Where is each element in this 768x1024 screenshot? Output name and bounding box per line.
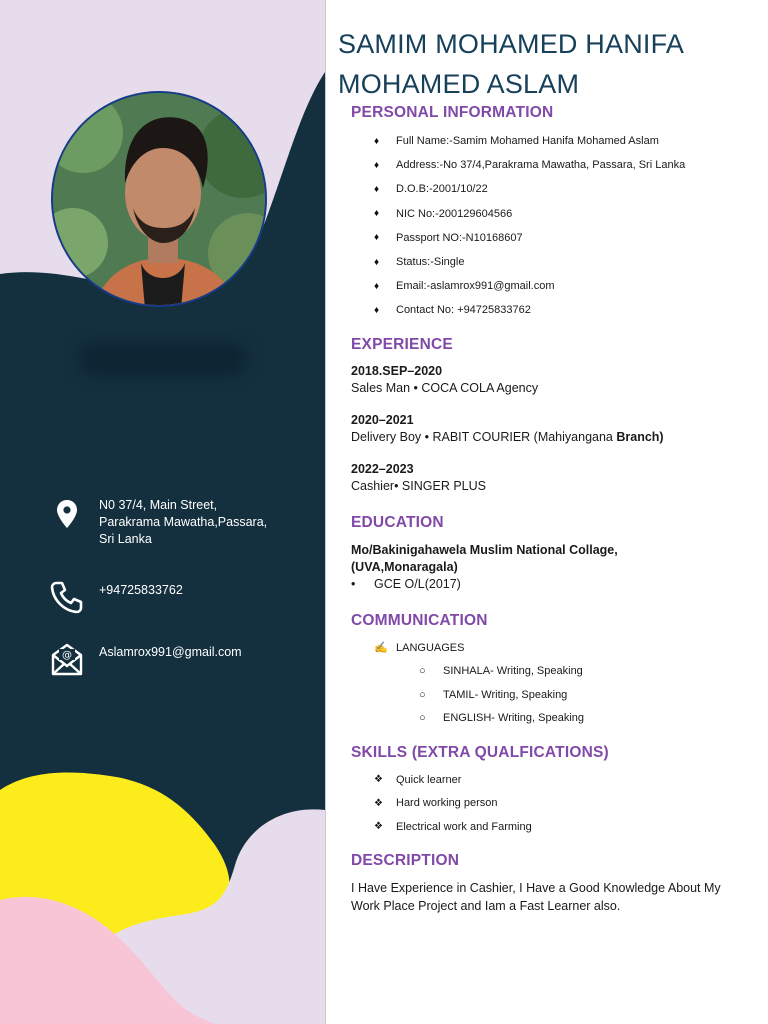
list-item: ❖ Quick learner — [374, 773, 462, 786]
portrait-image — [53, 93, 267, 307]
list-item: ♦ Passport NO:-N10168607 — [374, 231, 523, 244]
name-line-2: MOHAMED ASLAM — [338, 69, 580, 99]
list-item: ♦ Contact No: +94725833762 — [374, 304, 531, 317]
school-name: Mo/Bakinigahawela Muslim National Collage, — [351, 543, 618, 557]
languages-title: ✍ LANGUAGES — [374, 641, 465, 655]
sidebar-address — [48, 495, 267, 548]
sidebar — [0, 0, 325, 1024]
job-period: 2018.SEP–2020 — [351, 364, 443, 378]
list-item: ♦ Address:-No 37/4,Parakrama Mawatha, Passara, Sri Lanka — [374, 159, 686, 172]
communication-heading: COMMUNICATION — [351, 612, 488, 629]
name-line-1: SAMIM MOHAMED HANIFA — [338, 29, 685, 59]
personal-info-list — [374, 129, 685, 323]
decorative-shadow — [78, 342, 248, 376]
education-heading: EDUCATION — [351, 514, 444, 531]
location-pin-icon — [48, 495, 86, 533]
full-name-title — [338, 24, 684, 104]
job-role-line — [351, 429, 664, 446]
education-block — [351, 542, 618, 593]
list-item: ♦ Full Name:-Samim Mohamed Hanifa Mohamed Aslam — [374, 135, 659, 148]
school-location: (UVA,Monaragala) — [351, 560, 458, 574]
description-heading: DESCRIPTION — [351, 852, 460, 869]
job-period: 2020–2021 — [351, 413, 414, 427]
main-content — [338, 0, 754, 1024]
sidebar-email — [48, 640, 242, 678]
column-divider — [325, 0, 326, 1024]
experience-item — [351, 363, 538, 397]
email-text[interactable]: Aslamrox991@gmail.com — [99, 645, 242, 659]
language-item: ○ SINHALA- Writing, Speaking — [419, 665, 583, 678]
languages-list — [374, 636, 584, 730]
list-item: ♦ D.O.B:-2001/10/22 — [374, 183, 488, 196]
pen-icon: ✍ — [374, 642, 388, 655]
list-item: ❖ Electrical work and Farming — [374, 820, 532, 833]
sidebar-phone — [48, 578, 183, 616]
profile-photo — [51, 91, 267, 307]
skills-list — [374, 768, 532, 839]
job-role-extra: Branch) — [616, 430, 664, 444]
job-role: Cashier• SINGER PLUS — [351, 479, 486, 493]
mail-icon — [48, 640, 86, 678]
job-role: Sales Man • COCA COLA Agency — [351, 381, 539, 395]
job-role: Delivery Boy • RABIT COURIER (Mahiyangana — [351, 430, 617, 444]
phone-icon — [48, 578, 86, 616]
list-item: ♦ Status:-Single — [374, 256, 465, 269]
list-item: ♦ Email:-aslamrox991@gmail.com — [374, 280, 555, 293]
skills-heading: SKILLS (EXTRA QUALFICATIONS) — [351, 744, 609, 761]
description-text: I Have Experience in Cashier, I Have a Good Knowledge About My Work Place Project and Iam a Fast Learner also. — [351, 881, 721, 913]
svg-text:@: @ — [62, 650, 72, 661]
language-item: ○ ENGLISH- Writing, Speaking — [419, 712, 585, 725]
personal-info-heading: PERSONAL INFORMATION — [351, 104, 554, 121]
address-text: N0 37/4, Main Street, Parakrama Mawatha,Passara, Sri Lanka — [99, 498, 268, 546]
experience-item — [351, 461, 486, 495]
exam-item: • GCE O/L(2017) — [351, 577, 461, 591]
experience-heading: EXPERIENCE — [351, 336, 453, 353]
job-period: 2022–2023 — [351, 462, 414, 476]
list-item: ♦ NIC No:-200129604566 — [374, 207, 513, 220]
language-item: ○ TAMIL- Writing, Speaking — [419, 688, 568, 701]
experience-item — [351, 412, 664, 446]
list-item: ❖ Hard working person — [374, 797, 498, 810]
phone-text[interactable]: +94725833762 — [99, 583, 183, 597]
